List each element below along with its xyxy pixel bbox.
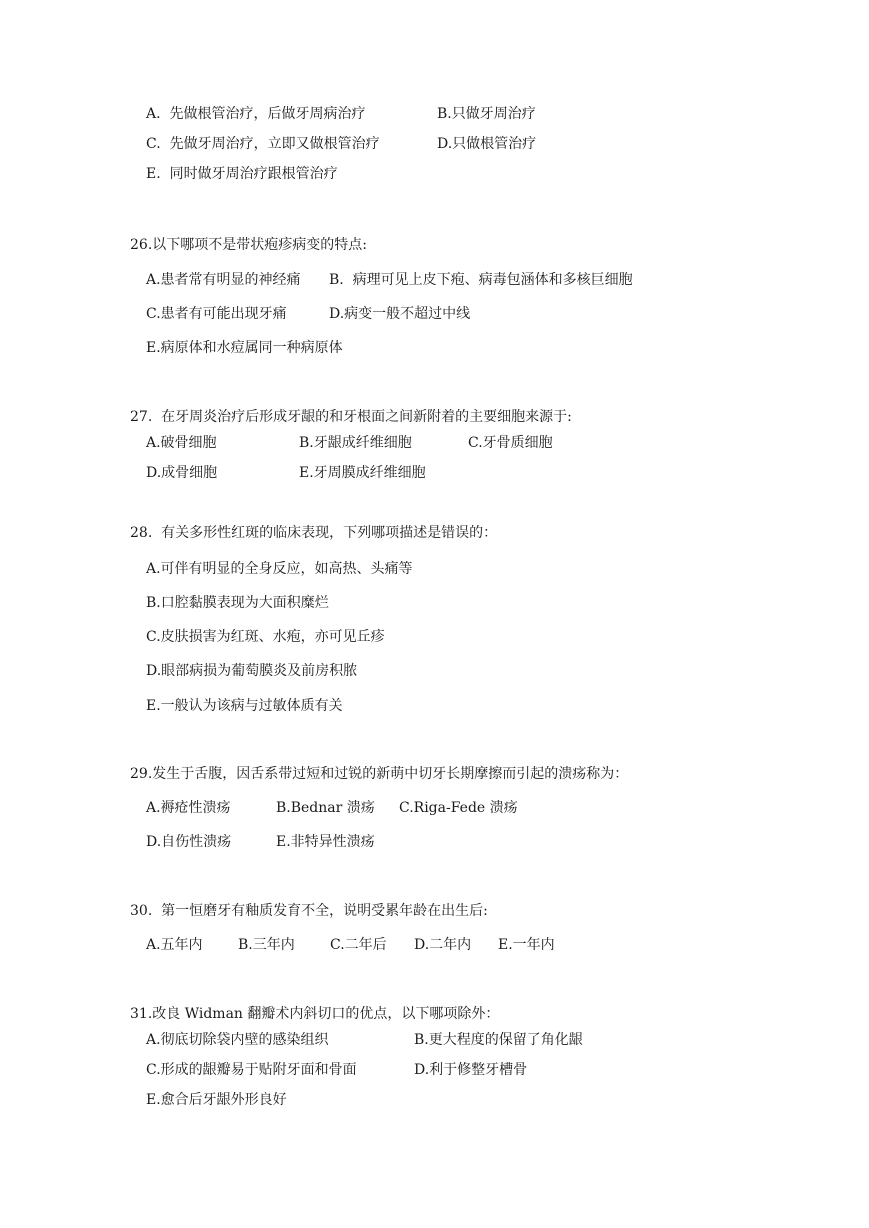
q31-option-c: C.形成的龈瓣易于贴附牙面和骨面 — [146, 1062, 357, 1078]
q31-option-d: D.利于修整牙槽骨 — [414, 1062, 528, 1078]
q25-option-a: A. 先做根管治疗，后做牙周病治疗 — [146, 106, 366, 122]
q28-option-c: C.皮肤损害为红斑、水疱，亦可见丘疹 — [146, 629, 385, 645]
q31-stem: 31.改良 Widman 翻瓣术内斜切口的优点，以下哪项除外： — [130, 1006, 500, 1022]
q26-option-b: B. 病理可见上皮下疱、病毒包涵体和多核巨细胞 — [329, 272, 633, 288]
q25-option-e: E. 同时做牙周治疗跟根管治疗 — [146, 166, 338, 182]
q29-option-d: D.自伤性溃疡 — [146, 834, 232, 850]
q26-stem: 26.以下哪项不是带状疱疹病变的特点: — [130, 237, 367, 253]
q31-option-a: A.彻底切除袋内壁的感染组织 — [146, 1032, 329, 1048]
q25-option-b: B.只做牙周治疗 — [437, 106, 536, 122]
q31-option-b: B.更大程度的保留了角化龈 — [414, 1032, 583, 1048]
q28-option-b: B.口腔黏膜表现为大面积糜烂 — [146, 595, 329, 611]
q28-stem: 28. 有关多形性红斑的临床表现，下列哪项描述是错误的： — [130, 525, 498, 541]
q29-option-c: C.Riga-Fede 溃疡 — [399, 800, 518, 816]
q28-option-e: E.一般认为该病与过敏体质有关 — [146, 698, 343, 714]
q29-option-e: E.非特异性溃疡 — [276, 834, 375, 850]
q30-option-c: C.二年后 — [330, 937, 387, 953]
q29-option-b: B.Bednar 溃疡 — [276, 800, 375, 816]
q27-option-a: A.破骨细胞 — [146, 435, 217, 451]
q28-option-d: D.眼部病损为葡萄膜炎及前房积脓 — [146, 663, 358, 679]
q26-option-d: D.病变一般不超过中线 — [329, 306, 471, 322]
q26-option-a: A.患者常有明显的神经痛 — [146, 272, 301, 288]
q30-option-b: B.三年内 — [238, 937, 295, 953]
q30-option-a: A.五年内 — [146, 937, 203, 953]
q27-option-b: B.牙龈成纤维细胞 — [299, 435, 412, 451]
q27-option-e: E.牙周膜成纤维细胞 — [299, 465, 426, 481]
q29-stem: 29.发生于舌腹，因舌系带过短和过锐的新萌中切牙长期摩擦而引起的溃疡称为： — [130, 766, 629, 782]
q29-option-a: A.褥疮性溃疡 — [146, 800, 231, 816]
q30-stem: 30. 第一恒磨牙有釉质发育不全，说明受累年龄在出生后: — [130, 903, 488, 919]
q30-option-d: D.二年内 — [414, 937, 472, 953]
q25-option-d: D.只做根管治疗 — [437, 136, 537, 152]
q31-option-e: E.愈合后牙龈外形良好 — [146, 1092, 287, 1108]
q26-option-c: C.患者有可能出现牙痛 — [146, 306, 287, 322]
q27-option-c: C.牙骨质细胞 — [468, 435, 553, 451]
q30-option-e: E.一年内 — [498, 937, 555, 953]
q27-stem: 27. 在牙周炎治疗后形成牙龈的和牙根面之间新附着的主要细胞来源于: — [130, 409, 572, 425]
q27-option-d: D.成骨细胞 — [146, 465, 218, 481]
q28-option-a: A.可伴有明显的全身反应，如高热、头痛等 — [146, 561, 413, 577]
q26-option-e: E.病原体和水痘属同一种病原体 — [146, 340, 343, 356]
q25-option-c: C. 先做牙周治疗，立即又做根管治疗 — [146, 136, 380, 152]
